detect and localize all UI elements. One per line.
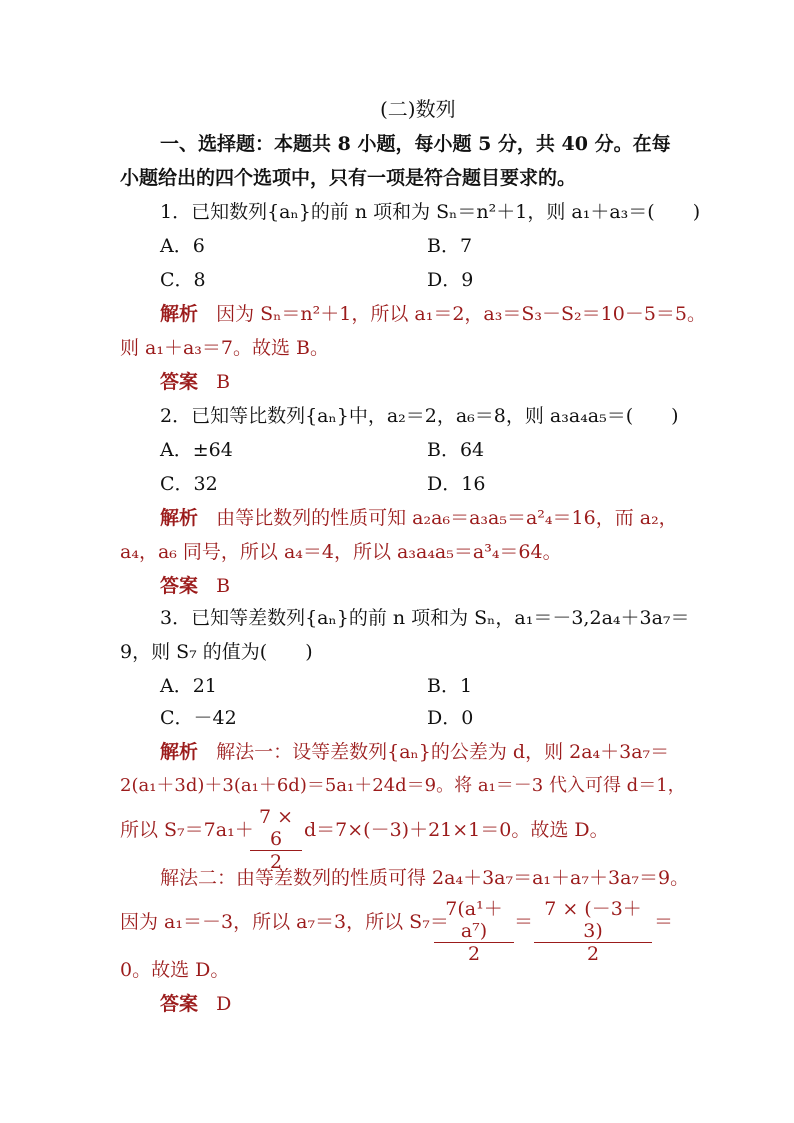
q1-answer-label: 答案 [160, 371, 199, 393]
q3-option-d: D．0 [427, 707, 474, 729]
q1-option-d: D．9 [427, 269, 474, 291]
q3-stem-line1: 3．已知等差数列{aₙ}的前 n 项和为 Sₙ，a₁＝－3,2a₄＋3a₇＝ [160, 607, 690, 629]
q3-fraction1-numerator: 7(a¹＋a⁷) [434, 898, 514, 943]
q1-option-c: C．8 [160, 269, 206, 291]
q3-option-c: C．－42 [160, 707, 237, 729]
q3-answer-value: D [216, 993, 232, 1015]
q3-stem-line2: 9，则 S₇ 的值为( ) [120, 641, 313, 663]
q3-analysis-line1 [160, 740, 669, 764]
q1-option-a: A．6 [160, 235, 205, 257]
q1-stem: 1．已知数列{aₙ}的前 n 项和为 Sₙ＝n²＋1，则 a₁＋a₃＝( ) [160, 201, 701, 223]
q2-stem: 2．已知等比数列{aₙ}中，a₂＝2，a₆＝8，则 a₃a₄a₅＝( ) [160, 405, 679, 427]
q2-analysis-label: 解析 [160, 507, 199, 529]
q1-analysis-text1: 因为 Sₙ＝n²＋1，所以 a₁＝2，a₃＝S₃－S₂＝10－5＝5。 [216, 303, 706, 325]
q1-option-b: B．7 [427, 235, 473, 257]
q3-analysis-line3-post: d＝7×(－3)＋21×1＝0。故选 D。 [304, 819, 609, 841]
q3-fraction-denominator: 2 [269, 851, 283, 873]
q3-fraction2-numerator: 7 × (－3＋3) [534, 898, 652, 943]
intro-text-line1: 一、选择题：本题共 8 小题，每小题 5 分，共 40 分。在每 [160, 133, 671, 155]
q3-fraction-7x6-over-2 [250, 806, 302, 873]
q2-option-a: A．±64 [160, 439, 233, 461]
q3-fraction-sum-over-2 [434, 898, 514, 965]
q2-analysis-line1 [160, 506, 678, 530]
q3-fraction-numerator: 7 × 6 [250, 806, 302, 851]
q2-analysis-line2: a₄，a₆ 同号，所以 a₄＝4，所以 a₃a₄a₅＝a³₄＝64。 [120, 541, 562, 563]
q3-equals-sign-end: ＝ [654, 911, 674, 933]
q3-method2-line1: 解法二：由等差数列的性质可得 2a₄＋3a₇＝a₁＋a₇＋3a₇＝9。 [160, 867, 690, 889]
q1-analysis-line2: 则 a₁＋a₃＝7。故选 B。 [120, 337, 330, 359]
q3-answer-label: 答案 [160, 993, 199, 1015]
q3-fraction1-denominator: 2 [467, 943, 481, 965]
q1-answer [160, 370, 230, 394]
section-title: (二)数列 [380, 97, 456, 121]
q3-option-a: A．21 [160, 675, 217, 697]
q3-option-b: B．1 [427, 675, 473, 697]
intro-text-line2: 小题给出的四个选项中，只有一项是符合题目要求的。 [120, 167, 577, 189]
q3-analysis-line2: 2(a₁＋3d)＋3(a₁＋6d)＝5a₁＋24d＝9。将 a₁＝－3 代入可得 d＝1， [120, 775, 686, 796]
q3-analysis-text1: 解法一：设等差数列{aₙ}的公差为 d，则 2a₄＋3a₇＝ [216, 741, 670, 763]
q3-equals-sign: ＝ [514, 911, 534, 933]
q2-option-d: D．16 [427, 473, 486, 495]
q2-option-c: C．32 [160, 473, 218, 495]
q3-method2-line3: 0。故选 D。 [120, 959, 230, 981]
q3-method2-line2-pre: 因为 a₁＝－3，所以 a₇＝3，所以 S₇＝ [120, 911, 449, 933]
q2-option-b: B．64 [427, 439, 485, 461]
q3-answer [160, 992, 231, 1016]
q3-analysis-label: 解析 [160, 741, 199, 763]
q3-analysis-line3-pre: 所以 S₇＝7a₁＋ [120, 819, 254, 841]
q2-analysis-text1: 由等比数列的性质可知 a₂a₆＝a₃a₅＝a²₄＝16，而 a₂， [216, 507, 678, 529]
q1-analysis-line1 [160, 302, 706, 326]
q2-answer [160, 574, 230, 598]
q2-answer-label: 答案 [160, 575, 199, 597]
q1-answer-value: B [216, 371, 231, 393]
q1-analysis-label: 解析 [160, 303, 199, 325]
q3-fraction-substituted [534, 898, 652, 965]
q3-fraction2-denominator: 2 [586, 943, 600, 965]
q2-answer-value: B [216, 575, 231, 597]
